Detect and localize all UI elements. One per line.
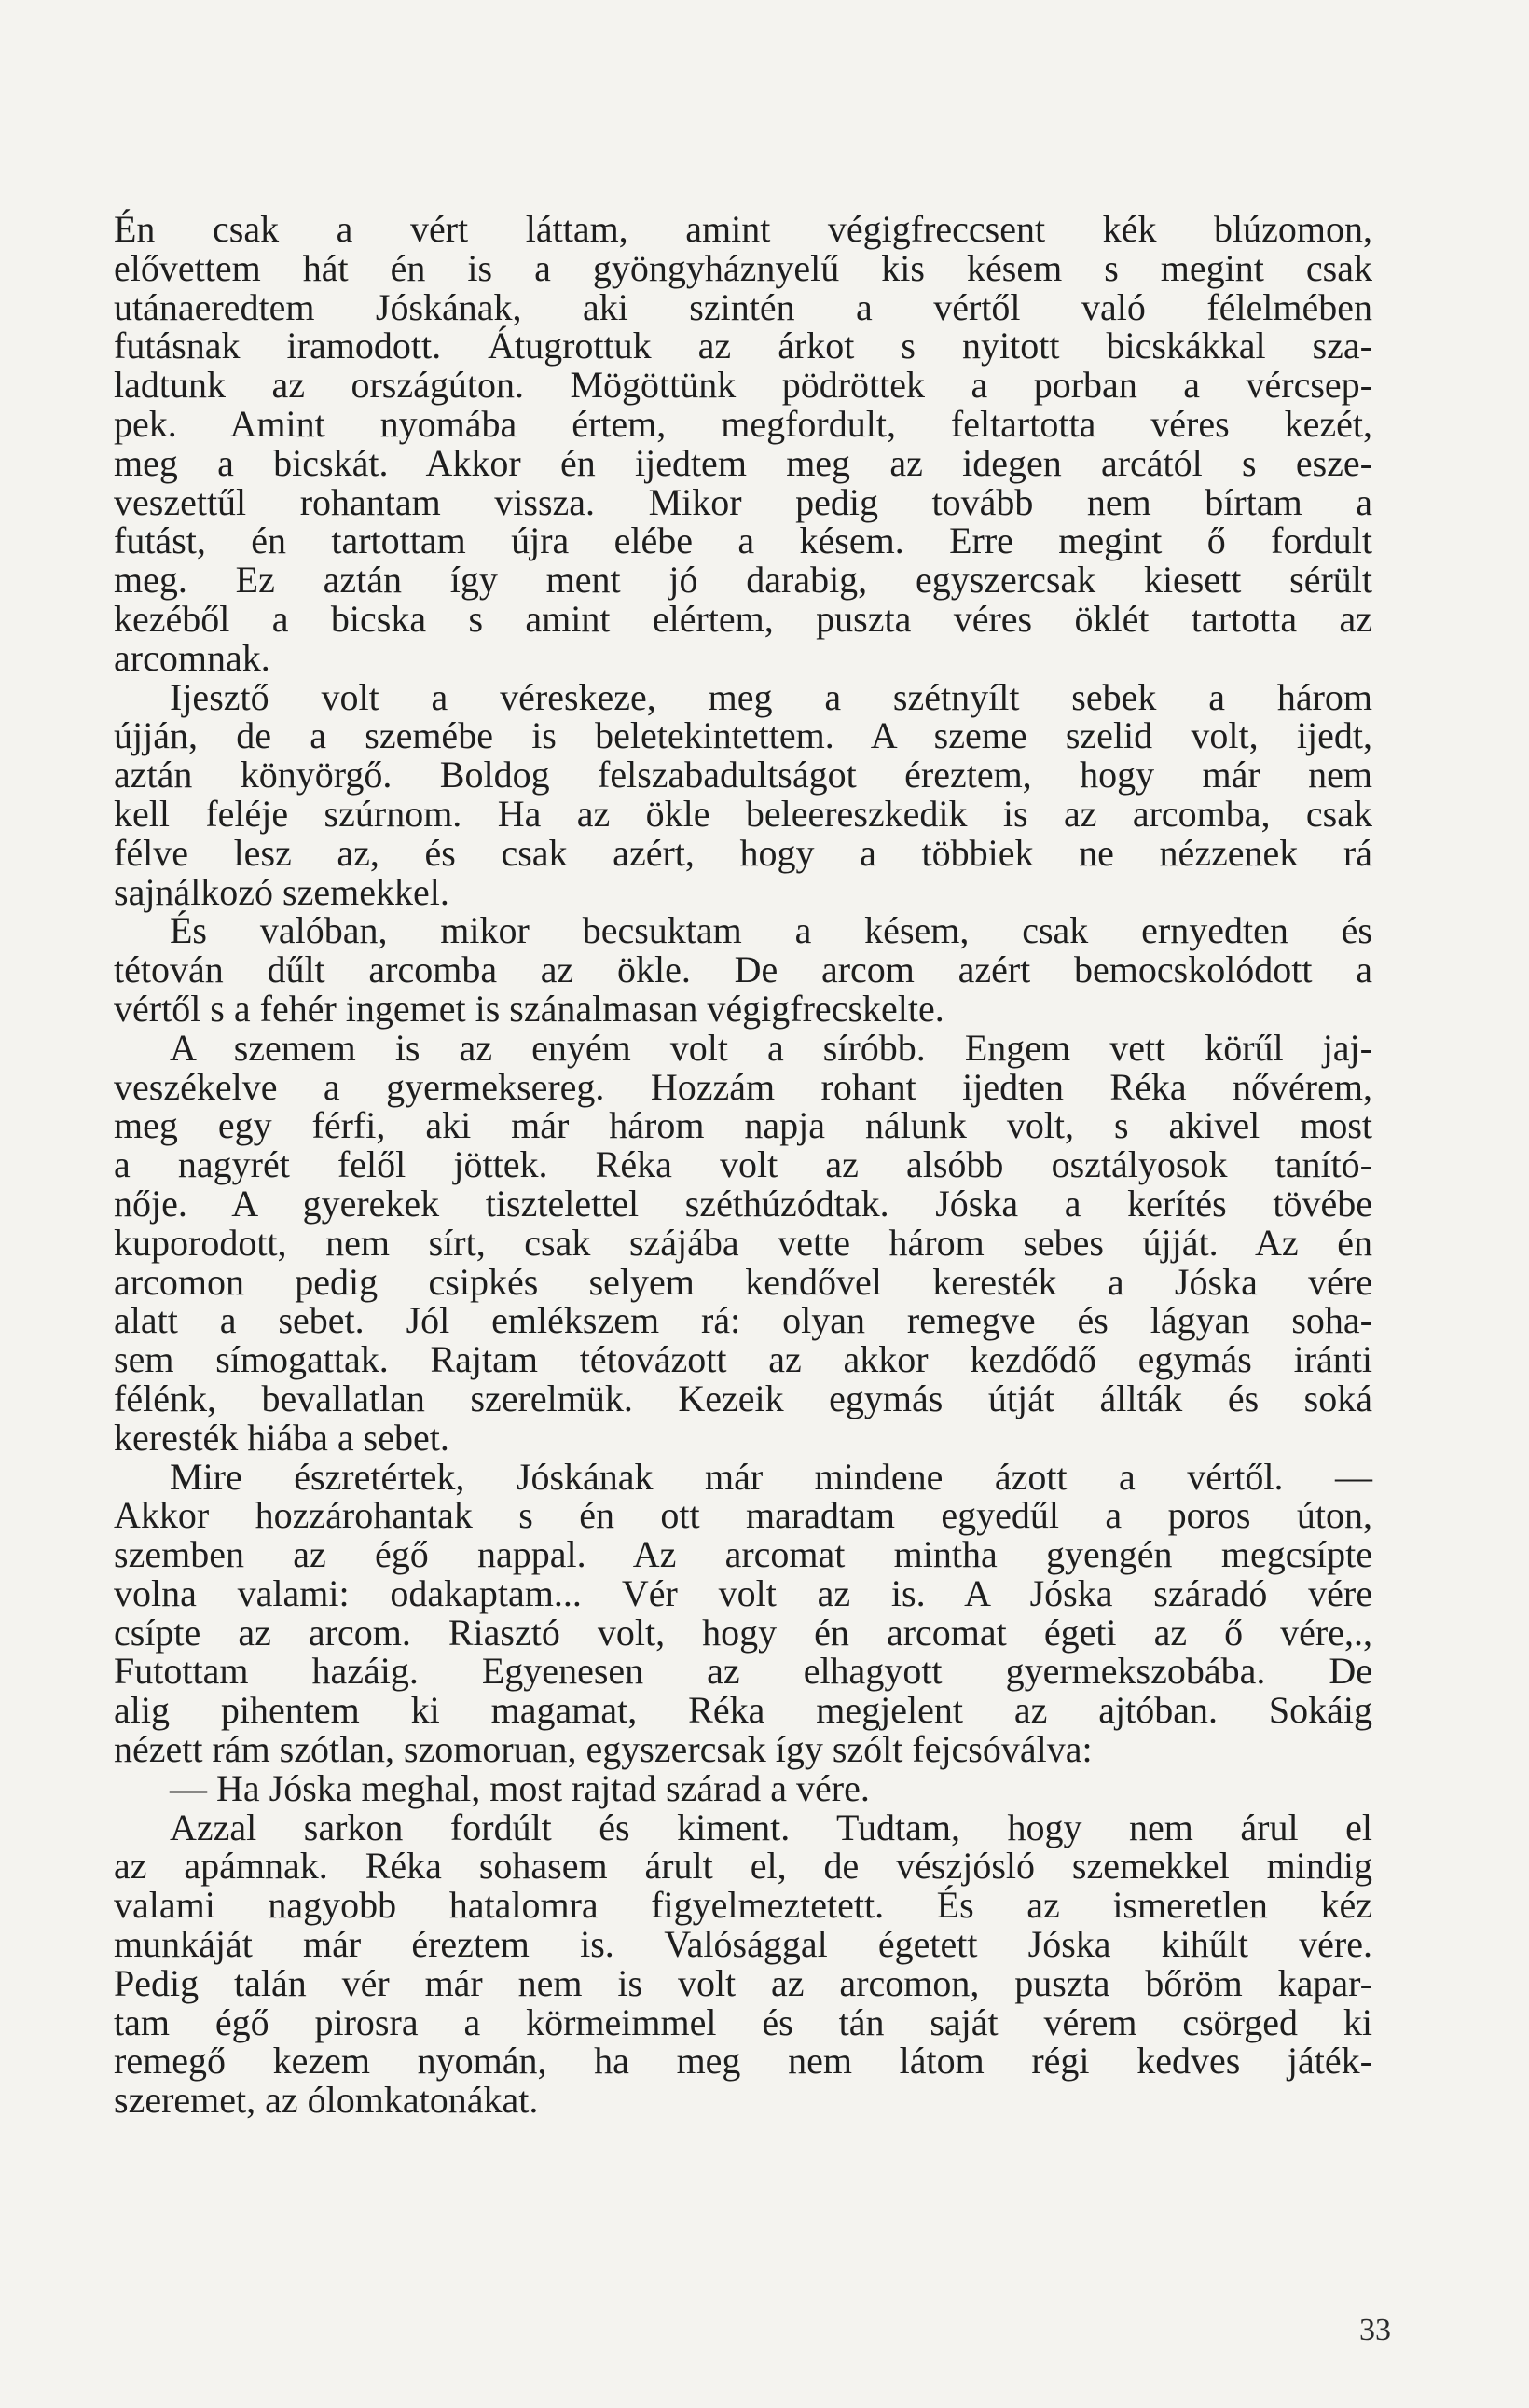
text-line: kezéből a bicska s amint elértem, puszta véres öklét tartotta az (114, 597, 1372, 640)
text-line: félénk, bevallatlan szerelmük. Kezeik egymás útját állták és soká (114, 1377, 1372, 1419)
text-line: Én csak a vért láttam, amint végigfreccsent kék blúzomon, (114, 208, 1372, 250)
text-line: arcomon pedig csipkés selyem kendővel keresték a Jóska vére (114, 1260, 1372, 1303)
text-line: Mire észretértek, Jóskának már mindene ázott a vértől. — (170, 1455, 1372, 1498)
text-line: veszékelve a gyermeksereg. Hozzám rohant ijedten Réka nővérem, (114, 1065, 1372, 1108)
text-line: ladtunk az országúton. Mögöttünk pödröttek a porban a vércsep- (114, 364, 1372, 407)
text-line: — Ha Jóska meghal, most rajtad szárad a vére. (170, 1766, 870, 1809)
text-line: tétován dűlt arcomba az ökle. De arcom azért bemocskolódott a (114, 948, 1372, 991)
text-line: Azzal sarkon fordúlt és kiment. Tudtam, hogy nem árul el (170, 1806, 1372, 1848)
text-line: keresték hiába a sebet. (114, 1416, 449, 1459)
text-line: vértől s a fehér ingemet is szánalmasan végigfrecskelte. (114, 987, 944, 1030)
text-line: meg egy férfi, aki már három napja nálunk volt, s akivel most (114, 1104, 1372, 1147)
text-line: újján, de a szemébe is beletekintettem. A szeme szelid volt, ijedt, (114, 714, 1372, 757)
body-text (114, 210, 1372, 2120)
text-line: csípte az arcom. Riasztó volt, hogy én arcomat égeti az ő vére,., (114, 1611, 1372, 1654)
text-line: aztán könyörgő. Boldog felszabadultságot éreztem, hogy már nem (114, 754, 1372, 796)
text-line: volna valami: odakaptam... Vér volt az is. A Jóska száradó vére (114, 1571, 1372, 1614)
text-line: nője. A gyerekek tisztelettel széthúzódtak. Jóska a kerítés tövébe (114, 1182, 1372, 1225)
text-line: alatt a sebet. Jól emlékszem rá: olyan remegve és lágyan soha- (114, 1299, 1372, 1342)
text-line: nézett rám szótlan, szomoruan, egyszercsak így szólt fejcsóválva: (114, 1728, 1093, 1771)
text-line: valami nagyobb hatalomra figyelmeztetett. És az ismeretlen kéz (114, 1884, 1372, 1927)
text-line: pek. Amint nyomába értem, megfordult, feltartotta véres kezét, (114, 402, 1372, 445)
text-line: arcomnak. (114, 636, 270, 679)
text-line: kuporodott, nem sírt, csak szájába vette három sebes újját. Az én (114, 1221, 1372, 1264)
text-line: alig pihentem ki magamat, Réka megjelent az ajtóban. Sokáig (114, 1689, 1372, 1732)
text-line: az apámnak. Réka sohasem árult el, de vészjósló szemekkel mindig (114, 1845, 1372, 1888)
text-line: szeremet, az ólomkatonákat. (114, 2079, 539, 2122)
page-number: 33 (1359, 2313, 1391, 2347)
text-line: És valóban, mikor becsuktam a késem, csak ernyedten és (170, 909, 1372, 952)
text-line: Pedig talán vér már nem is volt az arcomon, puszta bőröm kapar- (114, 1961, 1372, 2004)
text-line: veszettűl rohantam vissza. Mikor pedig tovább nem bírtam a (114, 480, 1372, 523)
text-line: meg a bicskát. Akkor én ijedtem meg az idegen arcától s esze- (114, 441, 1372, 484)
text-line: elővettem hát én is a gyöngyháznyelű kis késem s megint csak (114, 246, 1372, 289)
text-line: Ijesztő volt a véreskeze, meg a szétnyílt sebek a három (170, 675, 1372, 718)
text-line: meg. Ez aztán így ment jó darabig, egyszercsak kiesett sérült (114, 559, 1372, 602)
text-line: tam égő pirosra a körmeimmel és tán saját vérem csörged ki (114, 2000, 1372, 2043)
text-line: remegő kezem nyomán, ha meg nem látom régi kedves játék- (114, 2040, 1372, 2083)
text-line: Akkor hozzárohantak s én ott maradtam egyedűl a poros úton, (114, 1494, 1372, 1537)
text-line: sem símogattak. Rajtam tétovázott az akkor kezdődő egymás iránti (114, 1338, 1372, 1381)
text-line: félve lesz az, és csak azért, hogy a többiek ne nézzenek rá (114, 831, 1372, 874)
text-line: Futottam hazáig. Egyenesen az elhagyott gyermekszobába. De (114, 1650, 1372, 1693)
text-line: a nagyrét felől jöttek. Réka volt az alsóbb osztályosok tanító- (114, 1143, 1372, 1186)
text-line: szemben az égő nappal. Az arcomat mintha gyengén megcsípte (114, 1533, 1372, 1576)
text-line: A szemem is az enyém volt a síróbb. Engem vett körűl jaj- (170, 1026, 1372, 1069)
text-line: futást, én tartottam újra elébe a késem. Erre megint ő fordult (114, 519, 1372, 562)
text-line: utánaeredtem Jóskának, aki szintén a vértől való félelmében (114, 285, 1372, 328)
text-line: futásnak iramodott. Átugrottuk az árkot s nyitott bicskákkal sza- (114, 325, 1372, 367)
text-line: sajnálkozó szemekkel. (114, 870, 449, 913)
text-line: munkáját már éreztem is. Valósággal égetett Jóska kihűlt vére. (114, 1923, 1372, 1966)
text-line: kell feléje szúrnom. Ha az ökle beleereszkedik is az arcomba, csak (114, 792, 1372, 835)
